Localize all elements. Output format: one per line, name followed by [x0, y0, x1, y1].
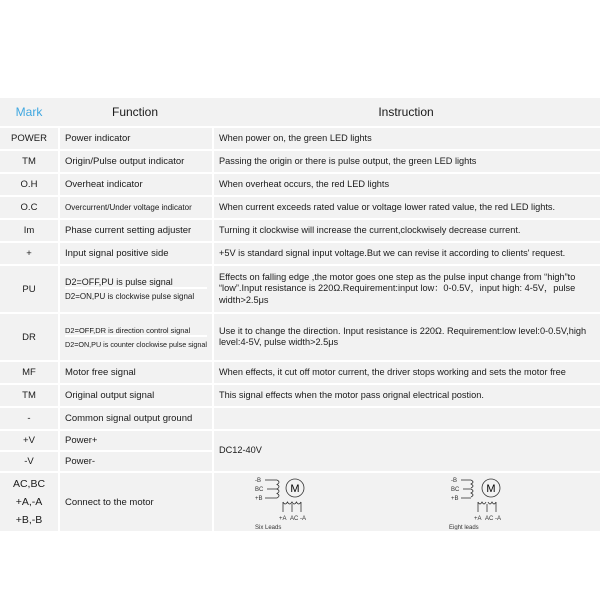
lead-label-bc: BC — [451, 487, 460, 493]
row-instruction: When power on, the green LED lights — [212, 128, 600, 149]
eight-leads-diagram — [441, 474, 561, 530]
dr-function — [58, 314, 212, 360]
table-row — [0, 408, 600, 429]
row-function: Original output signal — [58, 385, 212, 406]
dr-function-off: D2=OFF,DR is direction control signal — [65, 325, 191, 335]
motor-letter: M — [290, 483, 300, 495]
pu-row — [0, 266, 600, 312]
table-row — [0, 128, 600, 149]
header-mark: Mark — [0, 98, 58, 126]
row-function: Overheat indicator — [58, 174, 212, 195]
table-row — [0, 151, 600, 172]
row-function: Input signal positive side — [58, 243, 212, 264]
table-row — [0, 220, 600, 241]
row-function: Origin/Pulse output indicator — [58, 151, 212, 172]
power-minus-mark: -V — [0, 452, 58, 471]
row-instruction: Passing the origin or there is pulse output, the green LED lights — [212, 151, 600, 172]
row-mark: + — [0, 243, 58, 264]
row-mark: - — [0, 408, 58, 429]
table-row — [0, 174, 600, 195]
row-instruction: When current exceeds rated value or voltage lower rated value, the red LED lights. — [212, 197, 600, 218]
six-leads-label: Six Leads — [255, 525, 282, 530]
motor-function: Connect to the motor — [58, 473, 212, 531]
table-row — [0, 362, 600, 383]
pu-mark: PU — [0, 266, 58, 312]
pu-function-on: D2=ON,PU is clockwise pulse signal — [65, 287, 207, 301]
lead-label-minus-b: -B — [255, 478, 261, 484]
power-plus-mark: +V — [0, 431, 58, 450]
pu-function-off: D2=OFF,PU is pulse signal — [65, 277, 173, 287]
header-instruction: Instruction — [212, 98, 600, 126]
row-mark: Im — [0, 220, 58, 241]
row-function: Power indicator — [58, 128, 212, 149]
power-minus-function: Power- — [58, 452, 212, 471]
row-mark: O.C — [0, 197, 58, 218]
dr-row — [0, 314, 600, 360]
row-instruction — [212, 408, 600, 429]
table-row — [0, 243, 600, 264]
table-row — [0, 197, 600, 218]
motor-marks — [0, 473, 58, 531]
motor-mark-b: +B,-B — [15, 514, 43, 526]
row-mark: POWER — [0, 128, 58, 149]
row-function: Overcurrent/Under voltage indicator — [58, 197, 212, 218]
row-instruction: When overheat occurs, the red LED lights — [212, 174, 600, 195]
lead-label-ac-minus-a: AC -A — [290, 516, 307, 522]
lead-label-plus-b: +B — [255, 496, 263, 502]
row-mark: MF — [0, 362, 58, 383]
motor-mark-a: +A,-A — [15, 496, 43, 508]
power-instruction: DC12-40V — [212, 431, 600, 471]
row-mark: O.H — [0, 174, 58, 195]
lead-label-ac-minus-a: AC -A — [485, 516, 502, 522]
row-instruction: Turning it clockwise will increase the current,clockwisely decrease current. — [212, 220, 600, 241]
lead-label-plus-a: +A — [279, 516, 287, 522]
row-function: Motor free signal — [58, 362, 212, 383]
spec-table — [0, 96, 600, 533]
row-instruction: This signal effects when the motor pass orignal electrical postion. — [212, 385, 600, 406]
row-mark: TM — [0, 385, 58, 406]
header-function: Function — [58, 98, 212, 126]
row-function: Phase current setting adjuster — [58, 220, 212, 241]
motor-mark-ac-bc: AC,BC — [12, 478, 46, 490]
power-plus-row — [0, 431, 600, 450]
dr-function-on: D2=ON,PU is counter clockwise pulse signal — [65, 335, 207, 349]
pu-instruction: Effects on falling edge ,the motor goes one step as the pulse input change from “high”to “low”.Input resistance is 220Ω.Requirement:input low：0-0.5V，input high: 4-5V，pulse width>2.5μs — [212, 266, 600, 312]
dr-mark: DR — [0, 314, 58, 360]
dr-instruction: Use it to change the direction. Input resistance is 220Ω. Requirement:low level:0-0.5V,high level:4-5V, pulse width>2.5μs — [212, 314, 600, 360]
lead-label-plus-a: +A — [474, 516, 482, 522]
power-plus-function: Power+ — [58, 431, 212, 450]
table-row — [0, 385, 600, 406]
six-leads-diagram — [253, 474, 373, 530]
lead-label-minus-b: -B — [451, 478, 457, 484]
motor-letter: M — [486, 483, 496, 495]
row-mark: TM — [0, 151, 58, 172]
header-row — [0, 98, 600, 126]
lead-label-plus-b: +B — [451, 496, 459, 502]
pu-function — [58, 266, 212, 312]
eight-leads-label: Eight leads — [449, 525, 479, 530]
motor-row — [0, 473, 600, 531]
motor-diagrams — [212, 473, 600, 531]
row-instruction: +5V is standard signal input voltage.But we can revise it according to clients' request. — [212, 243, 600, 264]
lead-label-bc: BC — [255, 487, 264, 493]
row-function: Common signal output ground — [58, 408, 212, 429]
row-instruction: When effects, it cut off motor current, the driver stops working and sets the motor free — [212, 362, 600, 383]
